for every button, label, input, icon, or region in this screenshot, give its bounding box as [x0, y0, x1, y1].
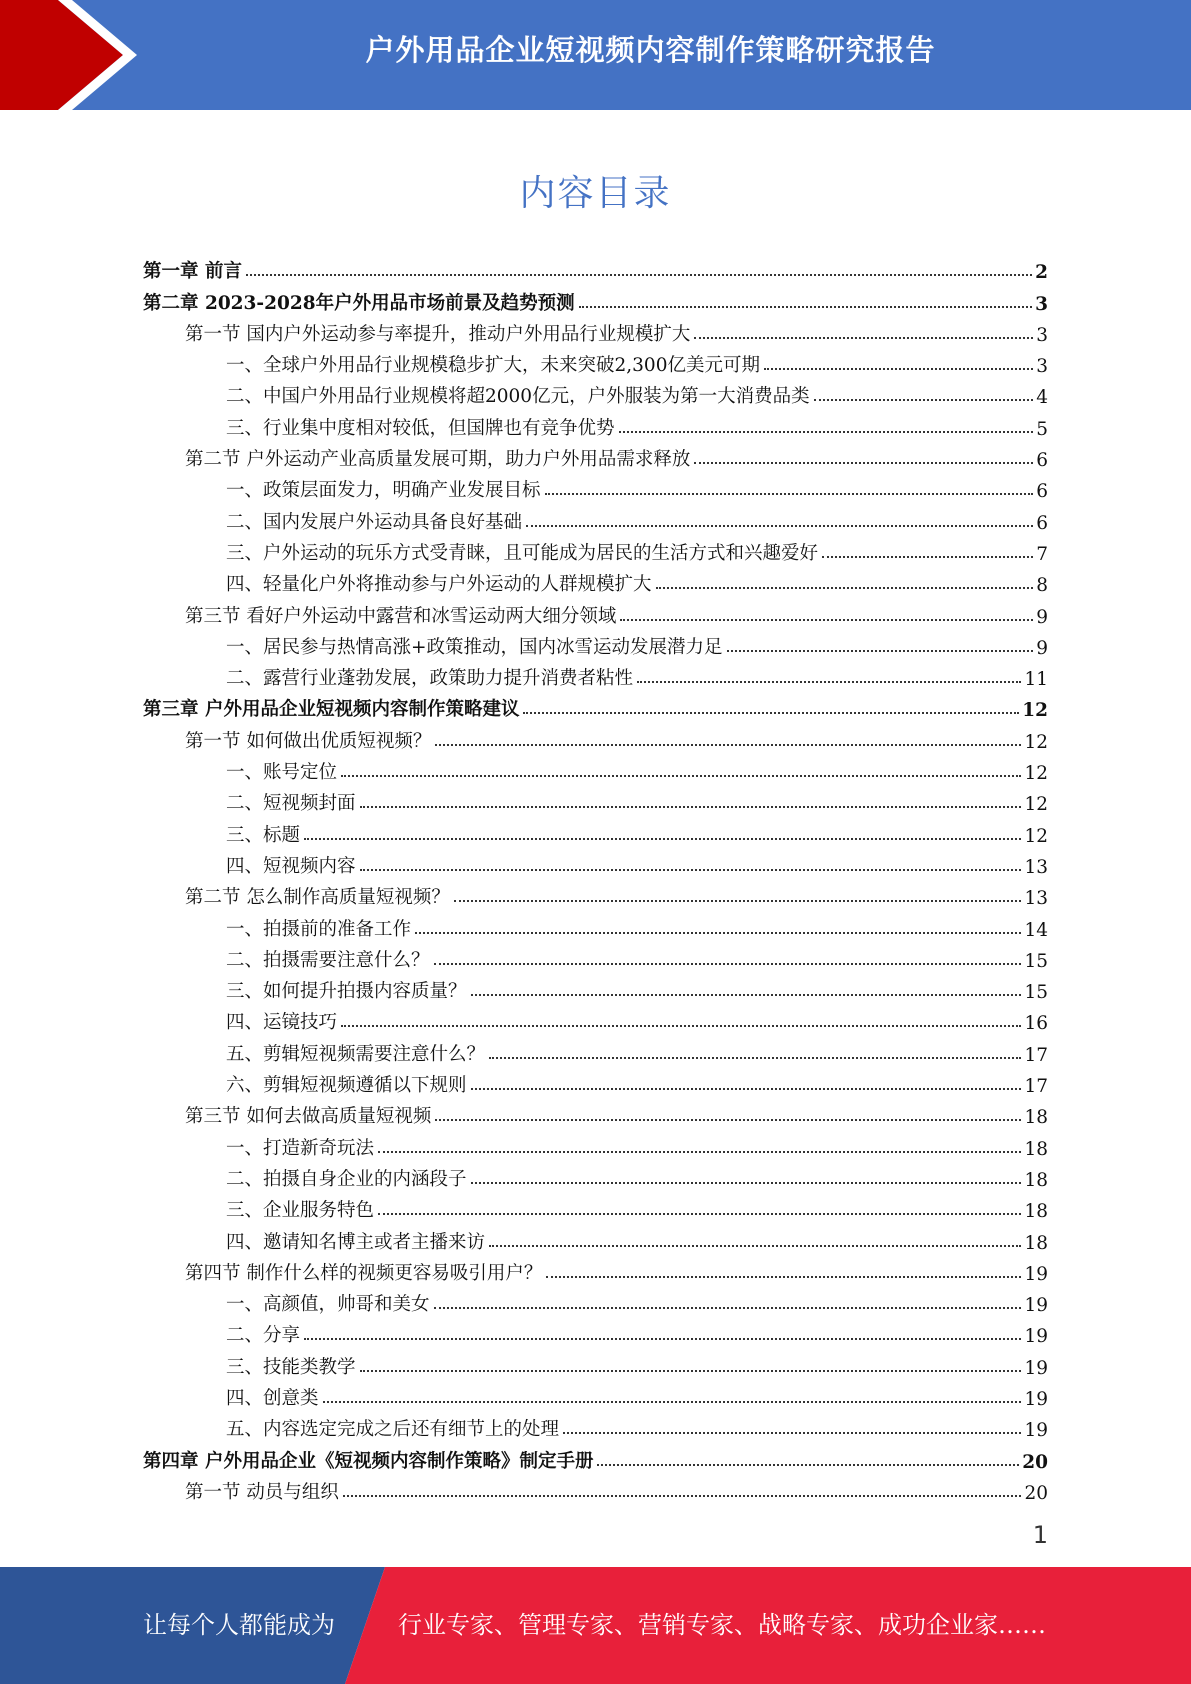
toc-entry-title: 第一节 如何做出优质短视频？	[185, 730, 432, 752]
toc-entry-page: 6	[1036, 512, 1048, 534]
toc-entry[interactable]	[143, 1191, 1048, 1222]
toc-entry-page: 19	[1024, 1263, 1048, 1285]
toc-entry-title: 五、内容选定完成之后还有细节上的处理	[226, 1419, 560, 1441]
toc-entry-title: 第四节 制作什么样的视频更容易吸引用户？	[185, 1262, 543, 1284]
toc-entry-page: 19	[1024, 1420, 1048, 1442]
toc-entry-page: 20	[1024, 1482, 1048, 1504]
toc-entry[interactable]	[143, 1285, 1048, 1316]
toc-entry-title: 六、剪辑短视频遵循以下规则	[226, 1075, 467, 1097]
toc-entry[interactable]	[143, 471, 1048, 502]
toc-dot-leader	[579, 306, 1033, 308]
toc-entry-title: 四、运镜技巧	[226, 1012, 338, 1034]
table-of-contents	[143, 252, 1048, 1504]
toc-entry-page: 19	[1024, 1388, 1048, 1410]
toc-entry-page: 19	[1024, 1326, 1048, 1348]
toc-dot-leader	[246, 274, 1032, 276]
toc-entry-title: 三、标题	[226, 824, 301, 846]
toc-entry-page: 3	[1036, 356, 1048, 378]
toc-entry[interactable]	[143, 565, 1048, 596]
toc-entry-page: 2	[1035, 262, 1048, 284]
toc-dot-leader	[546, 1276, 1021, 1278]
toc-dot-leader	[471, 1182, 1022, 1184]
toc-entry-page: 12	[1024, 731, 1048, 753]
toc-entry-page: 3	[1035, 293, 1048, 315]
toc-entry-page: 4	[1036, 387, 1048, 409]
toc-dot-leader	[454, 900, 1022, 902]
toc-dot-leader	[526, 525, 1033, 527]
toc-entry[interactable]	[143, 1097, 1048, 1128]
toc-entry-title: 二、分享	[226, 1325, 301, 1347]
toc-dot-leader	[545, 493, 1034, 495]
toc-entry[interactable]	[143, 628, 1048, 659]
toc-entry[interactable]	[143, 283, 1048, 314]
toc-entry-title: 第三节 看好户外运动中露营和冰雪运动两大细分领域	[185, 605, 617, 627]
toc-entry[interactable]	[143, 1347, 1048, 1378]
toc-dot-leader	[378, 1151, 1021, 1153]
toc-entry[interactable]	[143, 941, 1048, 972]
toc-entry-title: 一、全球户外用品行业规模稳步扩大，未来突破2,300亿美元可期	[226, 355, 760, 377]
toc-dot-leader	[415, 932, 1021, 934]
toc-dot-leader	[304, 838, 1021, 840]
toc-entry-title: 一、拍摄前的准备工作	[226, 918, 412, 940]
toc-entry[interactable]	[143, 878, 1048, 909]
toc-entry[interactable]	[143, 972, 1048, 1003]
toc-entry[interactable]	[143, 815, 1048, 846]
toc-dot-leader	[360, 1370, 1022, 1372]
toc-entry-page: 18	[1024, 1201, 1048, 1223]
toc-entry[interactable]	[143, 1034, 1048, 1065]
toc-dot-leader	[323, 1401, 1022, 1403]
toc-entry[interactable]	[143, 721, 1048, 752]
toc-entry[interactable]	[143, 440, 1048, 471]
toc-entry-page: 11	[1024, 669, 1048, 691]
toc-entry-page: 12	[1024, 794, 1048, 816]
toc-dot-leader	[489, 1245, 1021, 1247]
page-number: 1	[1032, 1521, 1048, 1549]
toc-dot-leader	[304, 1338, 1021, 1340]
toc-entry[interactable]	[143, 753, 1048, 784]
toc-entry-page: 19	[1024, 1295, 1048, 1317]
toc-entry[interactable]	[143, 1441, 1048, 1472]
toc-entry-page: 6	[1036, 450, 1048, 472]
toc-entry-title: 第二章 2023-2028年户外用品市场前景及趋势预测	[143, 292, 575, 314]
toc-entry[interactable]	[143, 909, 1048, 940]
toc-entry[interactable]	[143, 1003, 1048, 1034]
toc-entry-page: 8	[1036, 575, 1048, 597]
toc-dot-leader	[341, 1025, 1021, 1027]
toc-entry-title: 三、技能类教学	[226, 1356, 356, 1378]
toc-entry[interactable]	[143, 659, 1048, 690]
toc-entry-page: 18	[1024, 1169, 1048, 1191]
header-title: 户外用品企业短视频内容制作策略研究报告	[365, 33, 936, 67]
toc-dot-leader	[620, 619, 1033, 621]
toc-entry-title: 三、户外运动的玩乐方式受青睐，且可能成为居民的生活方式和兴趣爱好	[226, 542, 819, 564]
toc-entry-page: 20	[1022, 1451, 1048, 1473]
toc-dot-leader	[727, 650, 1034, 652]
toc-entry[interactable]	[143, 1254, 1048, 1285]
toc-dot-leader	[471, 1088, 1022, 1090]
toc-entry-title: 二、短视频封面	[226, 793, 356, 815]
toc-dot-leader	[471, 994, 1022, 996]
toc-entry-page: 12	[1024, 763, 1048, 785]
toc-dot-leader	[434, 963, 1022, 965]
toc-dot-leader	[435, 1119, 1021, 1121]
footer-slogan-left: 让每个人都能成为	[143, 1611, 335, 1639]
toc-entry[interactable]	[143, 1128, 1048, 1159]
toc-entry[interactable]	[143, 690, 1048, 721]
toc-entry-page: 13	[1024, 888, 1048, 910]
toc-dot-leader	[637, 681, 1021, 683]
toc-entry[interactable]	[143, 252, 1048, 283]
toc-entry-title: 四、创意类	[226, 1387, 319, 1409]
toc-entry[interactable]	[143, 1473, 1048, 1504]
toc-entry-title: 四、邀请知名博主或者主播来访	[226, 1231, 486, 1253]
toc-entry-title: 三、如何提升拍摄内容质量？	[226, 981, 467, 1003]
toc-dot-leader	[814, 399, 1034, 401]
toc-entry[interactable]	[143, 346, 1048, 377]
toc-entry[interactable]	[143, 1222, 1048, 1253]
toc-entry[interactable]	[143, 1160, 1048, 1191]
toc-entry-page: 15	[1024, 982, 1048, 1004]
toc-entry-title: 第三章 户外用品企业短视频内容制作策略建议	[143, 699, 520, 721]
toc-entry-title: 四、短视频内容	[226, 855, 356, 877]
toc-entry-title: 一、居民参与热情高涨+政策推动，国内冰雪运动发展潜力足	[226, 636, 723, 658]
toc-entry-title: 二、中国户外用品行业规模将超2000亿元，户外服装为第一大消费品类	[226, 386, 810, 408]
toc-entry-title: 一、政策层面发力，明确产业发展目标	[226, 480, 541, 502]
toc-entry[interactable]	[143, 1410, 1048, 1441]
toc-dot-leader	[435, 744, 1021, 746]
toc-entry[interactable]	[143, 377, 1048, 408]
toc-entry-page: 3	[1036, 324, 1048, 346]
toc-entry-page: 12	[1024, 825, 1048, 847]
toc-entry-title: 第一节 国内户外运动参与率提升，推动户外用品行业规模扩大	[185, 323, 691, 345]
toc-entry-page: 15	[1024, 950, 1048, 972]
toc-entry[interactable]	[143, 596, 1048, 627]
header-banner	[0, 0, 1191, 110]
toc-entry[interactable]	[143, 408, 1048, 439]
toc-entry-page: 7	[1036, 543, 1048, 565]
toc-entry-title: 四、轻量化户外将推动参与户外运动的人群规模扩大	[226, 574, 652, 596]
toc-entry-title: 一、高颜值，帅哥和美女	[226, 1294, 430, 1316]
toc-entry-page: 13	[1024, 856, 1048, 878]
toc-dot-leader	[822, 556, 1033, 558]
toc-entry-page: 6	[1036, 481, 1048, 503]
document-title: 内容目录	[519, 173, 672, 214]
toc-entry-title: 二、露营行业蓬勃发展，政策助力提升消费者粘性	[226, 668, 634, 690]
toc-dot-leader	[489, 1057, 1021, 1059]
toc-dot-leader	[619, 431, 1034, 433]
toc-entry-page: 18	[1024, 1232, 1048, 1254]
toc-entry-title: 二、国内发展户外运动具备良好基础	[226, 511, 523, 533]
toc-entry[interactable]	[143, 502, 1048, 533]
toc-entry-page: 18	[1024, 1107, 1048, 1129]
toc-entry-title: 三、企业服务特色	[226, 1200, 375, 1222]
toc-entry-title: 一、打造新奇玩法	[226, 1137, 375, 1159]
toc-dot-leader	[694, 337, 1033, 339]
toc-entry-page: 5	[1036, 418, 1048, 440]
toc-dot-leader	[434, 1307, 1022, 1309]
footer-banner	[0, 1567, 1191, 1684]
toc-entry-title: 第四章 户外用品企业《短视频内容制作策略》制定手册	[143, 1450, 594, 1472]
toc-dot-leader	[694, 462, 1033, 464]
toc-entry-title: 第二节 户外运动产业高质量发展可期，助力户外用品需求释放	[185, 449, 691, 471]
toc-entry-title: 一、账号定位	[226, 762, 338, 784]
toc-entry[interactable]	[143, 1066, 1048, 1097]
toc-dot-leader	[523, 712, 1019, 714]
toc-entry[interactable]	[143, 1316, 1048, 1347]
toc-entry-page: 18	[1024, 1138, 1048, 1160]
toc-dot-leader	[360, 806, 1022, 808]
toc-entry-page: 16	[1024, 1013, 1048, 1035]
toc-dot-leader	[341, 775, 1021, 777]
toc-entry[interactable]	[143, 534, 1048, 565]
toc-entry-title: 三、行业集中度相对较低，但国牌也有竞争优势	[226, 417, 615, 439]
toc-entry-page: 19	[1024, 1357, 1048, 1379]
toc-entry[interactable]	[143, 1379, 1048, 1410]
toc-entry[interactable]	[143, 847, 1048, 878]
toc-entry[interactable]	[143, 784, 1048, 815]
toc-dot-leader	[656, 587, 1034, 589]
toc-entry-title: 五、剪辑短视频需要注意什么？	[226, 1043, 486, 1065]
toc-entry-title: 第三节 如何去做高质量短视频	[185, 1106, 432, 1128]
toc-entry-page: 17	[1024, 1076, 1048, 1098]
toc-entry-page: 9	[1036, 637, 1048, 659]
toc-dot-leader	[563, 1432, 1021, 1434]
toc-dot-leader	[343, 1495, 1022, 1497]
footer-slogan-right: 行业专家、管理专家、营销专家、战略专家、成功企业家……	[398, 1611, 1046, 1639]
toc-entry-page: 12	[1022, 700, 1048, 722]
toc-entry-title: 第一节 动员与组织	[185, 1481, 339, 1503]
toc-entry[interactable]	[143, 315, 1048, 346]
toc-dot-leader	[378, 1213, 1021, 1215]
toc-entry-title: 二、拍摄自身企业的内涵段子	[226, 1168, 467, 1190]
toc-entry-title: 二、拍摄需要注意什么？	[226, 949, 430, 971]
toc-dot-leader	[764, 368, 1033, 370]
toc-entry-page: 17	[1024, 1044, 1048, 1066]
toc-dot-leader	[360, 869, 1022, 871]
toc-dot-leader	[597, 1464, 1019, 1466]
header-arrow-decoration	[0, 0, 240, 110]
toc-entry-title: 第二节 怎么制作高质量短视频？	[185, 887, 450, 909]
toc-entry-page: 9	[1036, 606, 1048, 628]
toc-entry-title: 第一章 前言	[143, 261, 242, 283]
toc-entry-page: 14	[1024, 919, 1048, 941]
